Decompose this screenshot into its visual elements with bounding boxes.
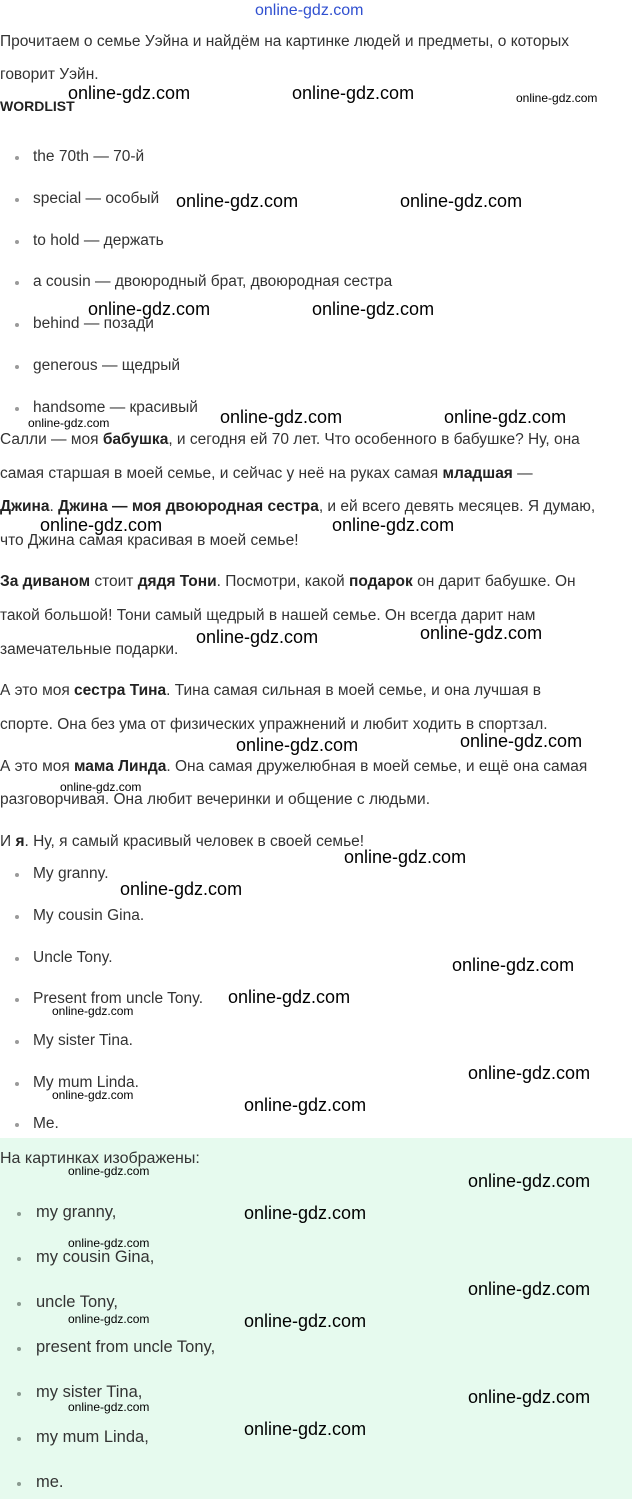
bullet-icon [15, 873, 19, 877]
watermark: online-gdz.com [120, 879, 243, 899]
watermark: online-gdz.com [468, 1387, 591, 1407]
bullet-icon [15, 957, 19, 961]
watermark: online-gdz.com [40, 515, 163, 535]
story-p3-line-2: спорте. Она без ума от физических упражнений и любит ходить в спортзал. [0, 716, 548, 733]
watermark: online-gdz.com [452, 955, 575, 975]
watermark: online-gdz.com [196, 627, 319, 647]
watermark: online-gdz.com [420, 623, 543, 643]
watermark: online-gdz.com [52, 1088, 134, 1102]
story-p4-line-1: А это моя мама Линда. Она самая дружелюбная в моей семье, и ещё она самая [0, 758, 588, 775]
bullet-icon [15, 407, 19, 411]
watermark: online-gdz.com [68, 1164, 150, 1178]
watermark: online-gdz.com [88, 299, 211, 319]
intro-line-1: Прочитаем о семье Уэйна и найдём на картинке людей и предметы, о которых [0, 33, 569, 50]
watermark: online-gdz.com [220, 407, 343, 427]
watermark: online-gdz.com [68, 1400, 150, 1414]
bullet-icon [15, 156, 19, 160]
intro-line-2: говорит Уэйн. [0, 66, 99, 83]
watermark: online-gdz.com [292, 83, 415, 103]
watermark: online-gdz.com [344, 847, 467, 867]
bullet-icon [15, 365, 19, 369]
bullet-icon [17, 1302, 21, 1306]
story-p3-line-1: А это моя сестра Тина. Тина самая сильная в моей семье, и она лучшая в [0, 682, 542, 699]
bullet-icon [17, 1482, 21, 1486]
watermark: online-gdz.com [244, 1095, 367, 1115]
watermark: online-gdz.com [244, 1419, 367, 1439]
story-p1-line-4: что Джина самая красивая в моей семье! [0, 532, 299, 549]
story-p4-line-2: разговорчивая. Она любит вечеринки и общение с людьми. [0, 791, 431, 808]
watermark: online-gdz.com [460, 731, 583, 751]
bullet-icon [15, 1123, 19, 1127]
story-p2-line-3: замечательные подарки. [0, 641, 179, 658]
bullet-icon [17, 1392, 21, 1396]
watermark: online-gdz.com [244, 1311, 367, 1331]
watermark: online-gdz.com [312, 299, 435, 319]
watermark: online-gdz.com [228, 987, 351, 1007]
story-p2-line-1: За диваном стоит дядя Тони. Посмотри, какой подарок он дарит бабушке. Он [0, 573, 576, 590]
story-p1-line-1: Салли — моя бабушка, и сегодня ей 70 лет. Что особенного в бабушке? Ну, она [0, 431, 580, 448]
bullet-icon [17, 1212, 21, 1216]
watermark-top: online-gdz.com [255, 2, 364, 19]
bullet-icon [17, 1347, 21, 1351]
bullet-icon [15, 323, 19, 327]
answer-box: На картинках изображены: my granny, my cousin Gina, uncle Tony, present from uncle Tony, my sister Tina, my mum Linda, me. [0, 1138, 632, 1499]
bullet-icon [15, 1040, 19, 1044]
answer-heading: На картинках изображены: [0, 1150, 200, 1167]
bullet-icon [15, 198, 19, 202]
story-p2-line-2: такой большой! Тони самый щедрый в нашей семье. Он всегда дарит нам [0, 607, 536, 624]
bullet-icon [15, 998, 19, 1002]
watermark: online-gdz.com [68, 1312, 150, 1326]
story-p1-line-2: самая старшая в моей семье, и сейчас у неё на руках самая младшая — [0, 465, 533, 482]
wordlist-title: WORDLIST [0, 98, 75, 114]
watermark: online-gdz.com [244, 1203, 367, 1223]
bullet-icon [15, 281, 19, 285]
bullet-icon [17, 1257, 21, 1261]
watermark: online-gdz.com [468, 1171, 591, 1191]
watermark: online-gdz.com [400, 191, 523, 211]
watermark: online-gdz.com [68, 1236, 150, 1250]
watermark: online-gdz.com [52, 1004, 134, 1018]
bullet-icon [15, 240, 19, 244]
watermark: online-gdz.com [468, 1063, 591, 1083]
watermark: online-gdz.com [468, 1279, 591, 1299]
watermark: online-gdz.com [176, 191, 299, 211]
watermark: online-gdz.com [28, 416, 110, 430]
story-p5-line-1: И я. Ну, я самый красивый человек в своей семье! [0, 833, 365, 850]
bullet-icon [15, 915, 19, 919]
watermark: online-gdz.com [516, 91, 598, 105]
bullet-icon [17, 1437, 21, 1441]
watermark: online-gdz.com [444, 407, 567, 427]
watermark: online-gdz.com [68, 83, 191, 103]
watermark: online-gdz.com [236, 735, 359, 755]
story-p1-line-3: Джина. Джина — моя двоюродная сестра, и ей всего девять месяцев. Я думаю, [0, 498, 596, 515]
bullet-icon [15, 1082, 19, 1086]
watermark: online-gdz.com [60, 780, 142, 794]
watermark: online-gdz.com [332, 515, 455, 535]
